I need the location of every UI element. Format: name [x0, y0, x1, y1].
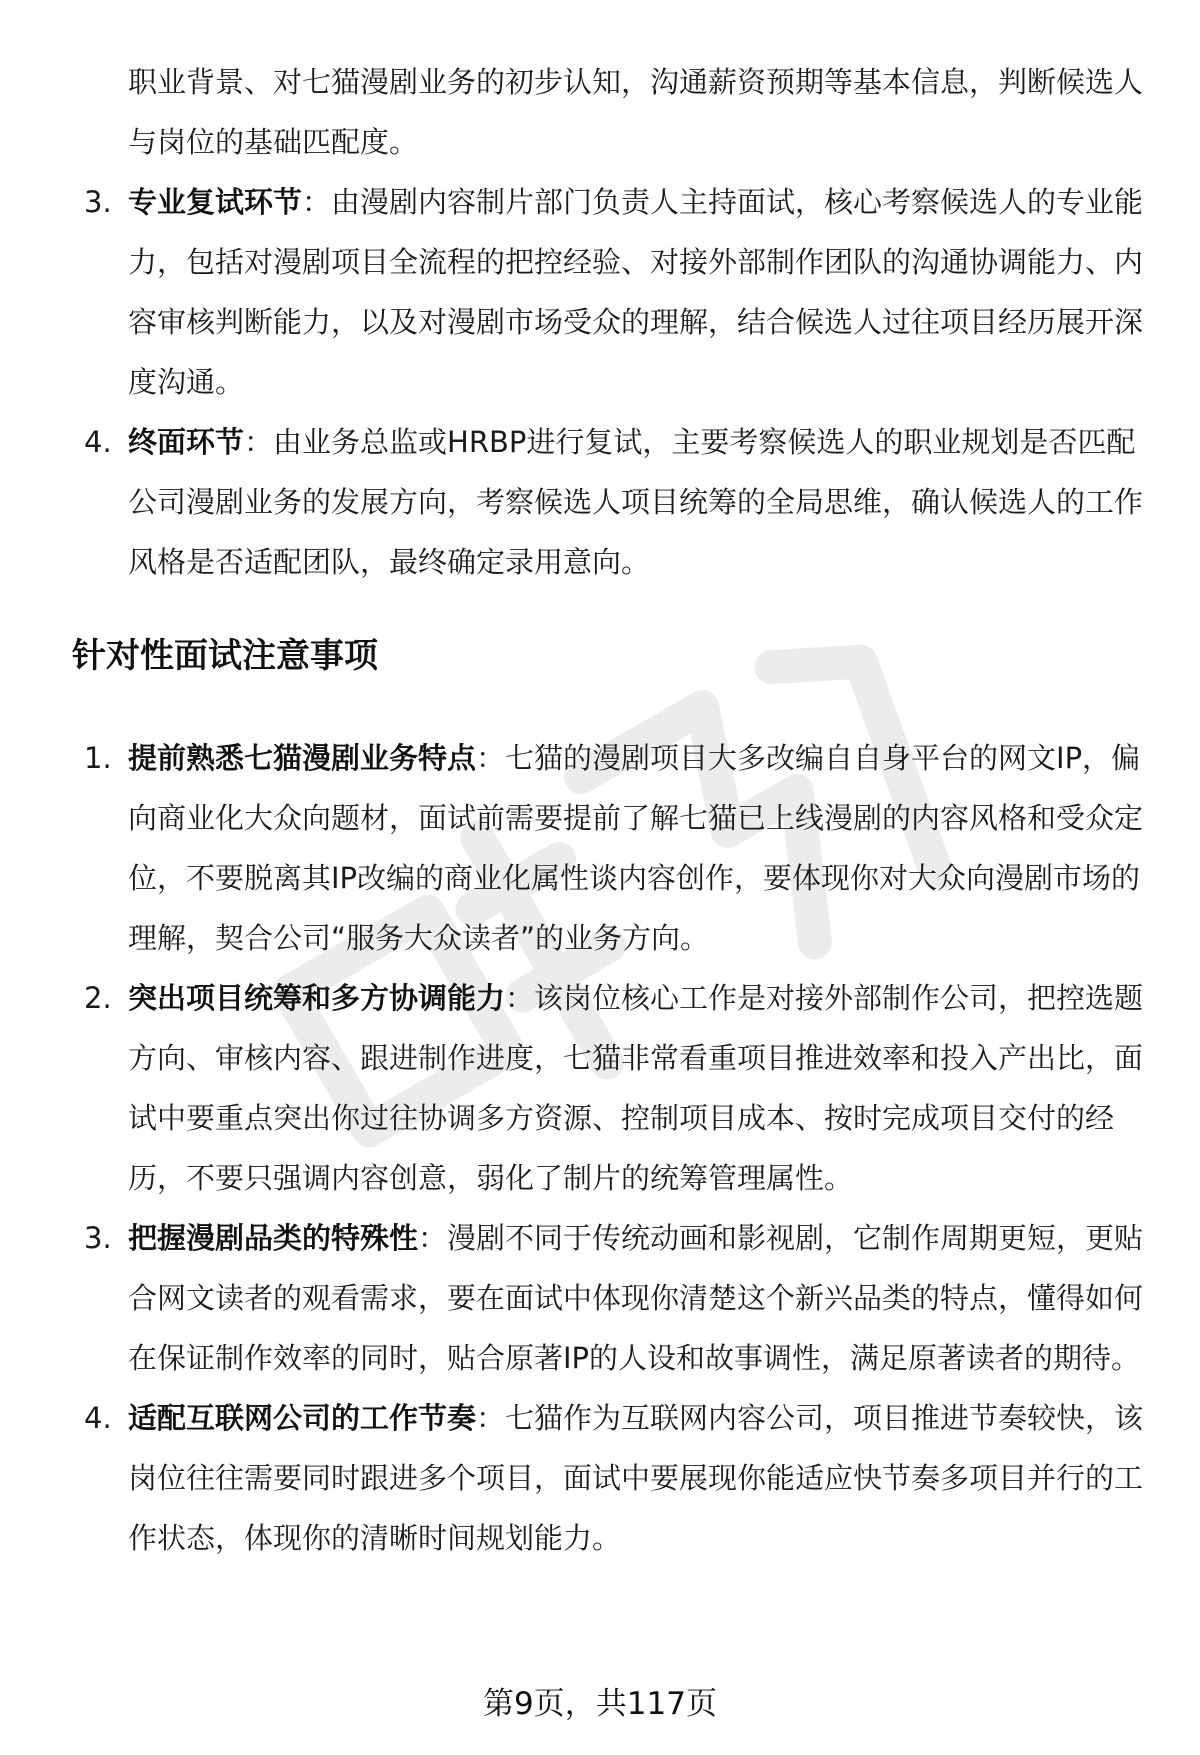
interview-steps-list [0, 172, 1200, 592]
list-item-heading: 提前熟悉七猫漫剧业务特点 [128, 741, 477, 775]
list-item-number: 4. [84, 425, 112, 459]
list-item [0, 172, 1148, 412]
list-item-body: ：由漫剧内容制片部门负责人主持面试，核心考察候选人的专业能力，包括对漫剧项目全流程的把控经验、对接外部制作团队的沟通协调能力、内容审核判断能力，以及对漫剧市场受众的理解，结合候选人过往项目经历展开深度沟通。 [128, 185, 1144, 399]
list-item-number: 2. [84, 981, 112, 1015]
list-item-number: 1. [84, 741, 112, 775]
list-item-number: 3. [84, 1221, 112, 1255]
list-item [0, 1388, 1148, 1568]
list-item [0, 412, 1148, 592]
section-title: 针对性面试注意事项 [72, 636, 378, 676]
list-item-heading: 把握漫剧品类的特殊性 [128, 1221, 419, 1255]
notes-list [0, 728, 1200, 1568]
list-item [0, 968, 1148, 1208]
list-item [0, 728, 1148, 968]
list-item-number: 3. [84, 185, 112, 219]
page-number-footer: 第9页，共117页 [483, 1686, 717, 1722]
list-item-heading: 终面环节 [128, 425, 245, 459]
list-item-body: ：该岗位核心工作是对接外部制作公司，把控选题方向、审核内容、跟进制作进度，七猫非常看重项目推进效率和投入产出比，面试中要重点突出你过往协调多方资源、控制项目成本、按时完成项目交付的经历，不要只强调内容创意，弱化了制片的统筹管理属性。 [128, 981, 1144, 1195]
list-item-heading: 适配互联网公司的工作节奏 [128, 1401, 477, 1435]
continuation-paragraph: 职业背景、对七猫漫剧业务的初步认知，沟通薪资预期等基本信息，判断候选人与岗位的基础匹配度。 [128, 65, 1144, 159]
list-item-body: ：由业务总监或HRBP进行复试，主要考察候选人的职业规划是否匹配公司漫剧业务的发展方向，考察候选人项目统筹的全局思维，确认候选人的工作风格是否适配团队，最终确定录用意向。 [128, 425, 1144, 579]
list-item [0, 1208, 1148, 1388]
list-item-heading: 突出项目统筹和多方协调能力 [128, 981, 506, 1015]
list-item-heading: 专业复试环节 [128, 185, 303, 219]
list-item-body: ：漫剧不同于传统动画和影视剧，它制作周期更短，更贴合网文读者的观看需求，要在面试中体现你清楚这个新兴品类的特点，懂得如何在保证制作效率的同时，贴合原著IP的人设和故事调性，满足原著读者的期待。 [128, 1221, 1144, 1375]
list-item-number: 4. [84, 1401, 112, 1435]
list-item-body: ：七猫的漫剧项目大多改编自自身平台的网文IP，偏向商业化大众向题材，面试前需要提前了解七猫已上线漫剧的内容风格和受众定位，不要脱离其IP改编的商业化属性谈内容创作，要体现你对大众向漫剧市场的理解，契合公司“服务大众读者”的业务方向。 [128, 741, 1144, 955]
list-item-body: ：七猫作为互联网内容公司，项目推进节奏较快，该岗位往往需要同时跟进多个项目，面试中要展现你能适应快节奏多项目并行的工作状态，体现你的清晰时间规划能力。 [128, 1401, 1144, 1555]
